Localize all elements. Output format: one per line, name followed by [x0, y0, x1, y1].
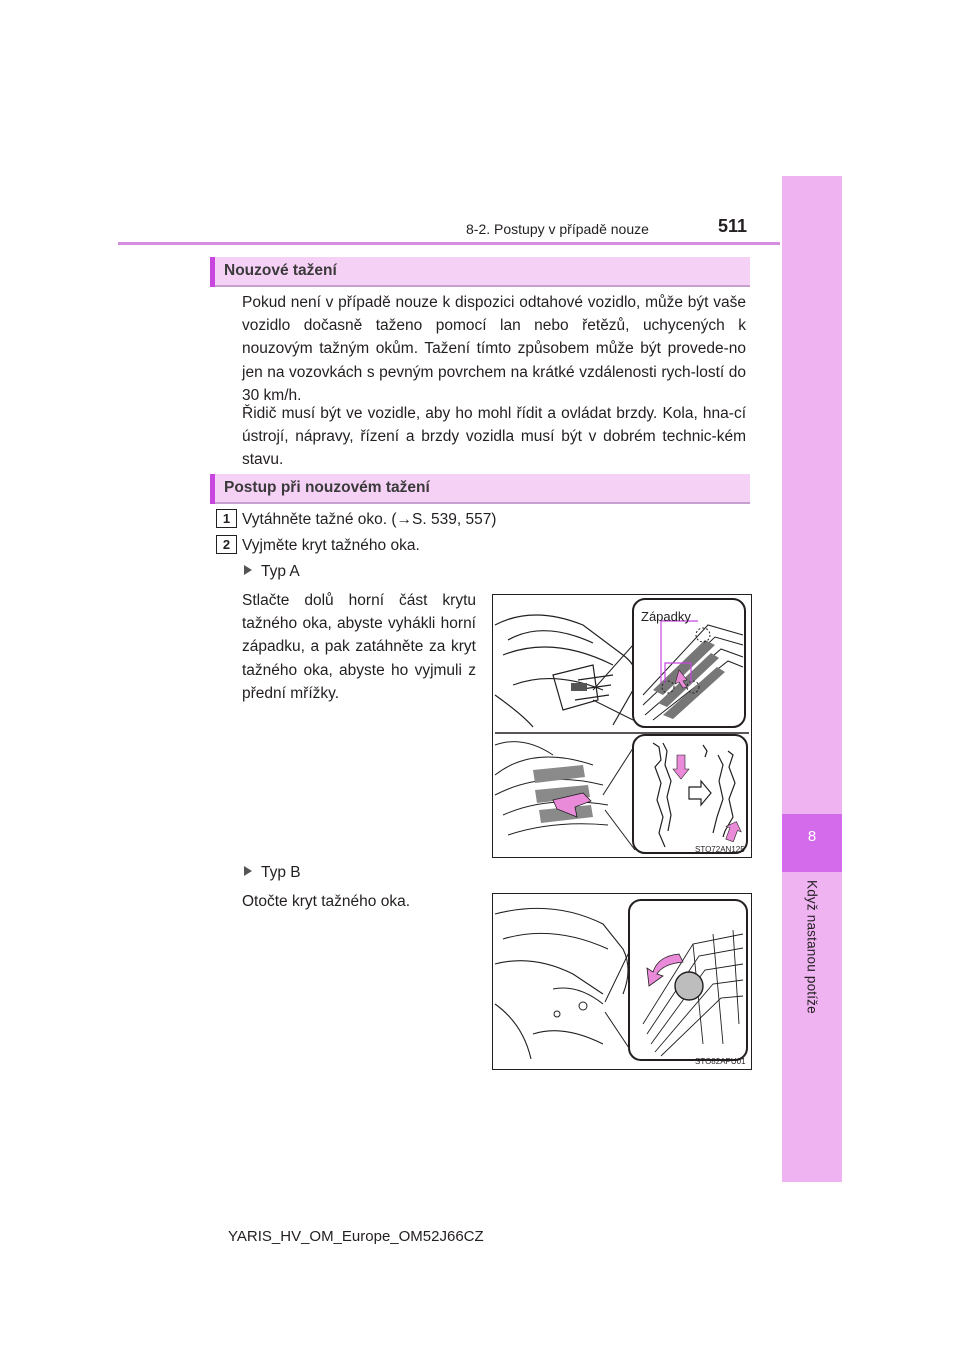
- triangle-bullet-icon: [244, 565, 252, 575]
- step-text-1: Vytáhněte tažné oko. (→S. 539, 557): [242, 511, 497, 528]
- figure-code-b: STO82APU01: [695, 1057, 746, 1066]
- triangle-bullet-icon: [244, 866, 252, 876]
- type-b-label: Typ B: [261, 864, 301, 881]
- step-number-1: 1: [216, 509, 237, 528]
- chapter-title-wrap: [782, 880, 842, 1030]
- header-divider: [118, 242, 780, 245]
- chapter-number: 8: [807, 828, 817, 845]
- section-heading-text: Nouzové tažení: [224, 262, 337, 279]
- figure-type-b: [492, 893, 752, 1070]
- figure-type-a: [492, 594, 752, 858]
- footer-doc-code: YARIS_HV_OM_Europe_OM52J66CZ: [228, 1228, 484, 1245]
- paragraph-driver: Řidič musí být ve vozidle, aby ho mohl řídit a ovládat brzdy. Kola, hna-cí ústrojí, nápravy, řízení a brzdy vozidla musí být v dobrém technic-kém stavu.: [242, 405, 746, 469]
- type-b-line: [244, 864, 301, 882]
- step-text-2: Vyjměte kryt tažného oka.: [242, 537, 420, 554]
- chapter-title: Když nastanou potíže: [804, 880, 820, 1014]
- type-a-line: [244, 563, 300, 581]
- figure-type-b-illustration: [493, 894, 751, 1069]
- type-b-text: Otočte kryt tažného oka.: [242, 893, 411, 910]
- type-a-text: Stlačte dolů horní část krytu tažného oka, abyste vyhákli horní západku, a pak zatáhněte za kryt tažného oka, abyste ho vyjmuli z přední mřížky.: [242, 592, 476, 702]
- figure-callout-latches: Západky: [641, 609, 691, 624]
- section-heading-emergency-towing: [210, 257, 750, 287]
- page-number: 511: [718, 216, 748, 236]
- chapter-side-tab: [782, 176, 842, 1182]
- paragraph-intro: Pokud není v případě nouze k dispozici odtahové vozidlo, může být vaše vozidlo dočasně taženo pomocí lan nebo řetězů, uchycených k nouzovým tažným okům. Tažení tímto způsobem může být provede-no jen na vozovkách s pevným povrchem na krátké vzdálenosti rych-lostí do 30 km/h.: [242, 294, 746, 404]
- type-a-label: Typ A: [261, 563, 300, 580]
- step-number-2: 2: [216, 535, 237, 554]
- header-section-title: 8-2. Postupy v případě nouze: [466, 221, 649, 237]
- figure-code-a: STO72AN125: [695, 845, 745, 854]
- section-heading-procedure: [210, 474, 750, 504]
- section-heading-text: Postup při nouzovém tažení: [224, 479, 430, 496]
- figure-type-a-illustration: [493, 595, 751, 857]
